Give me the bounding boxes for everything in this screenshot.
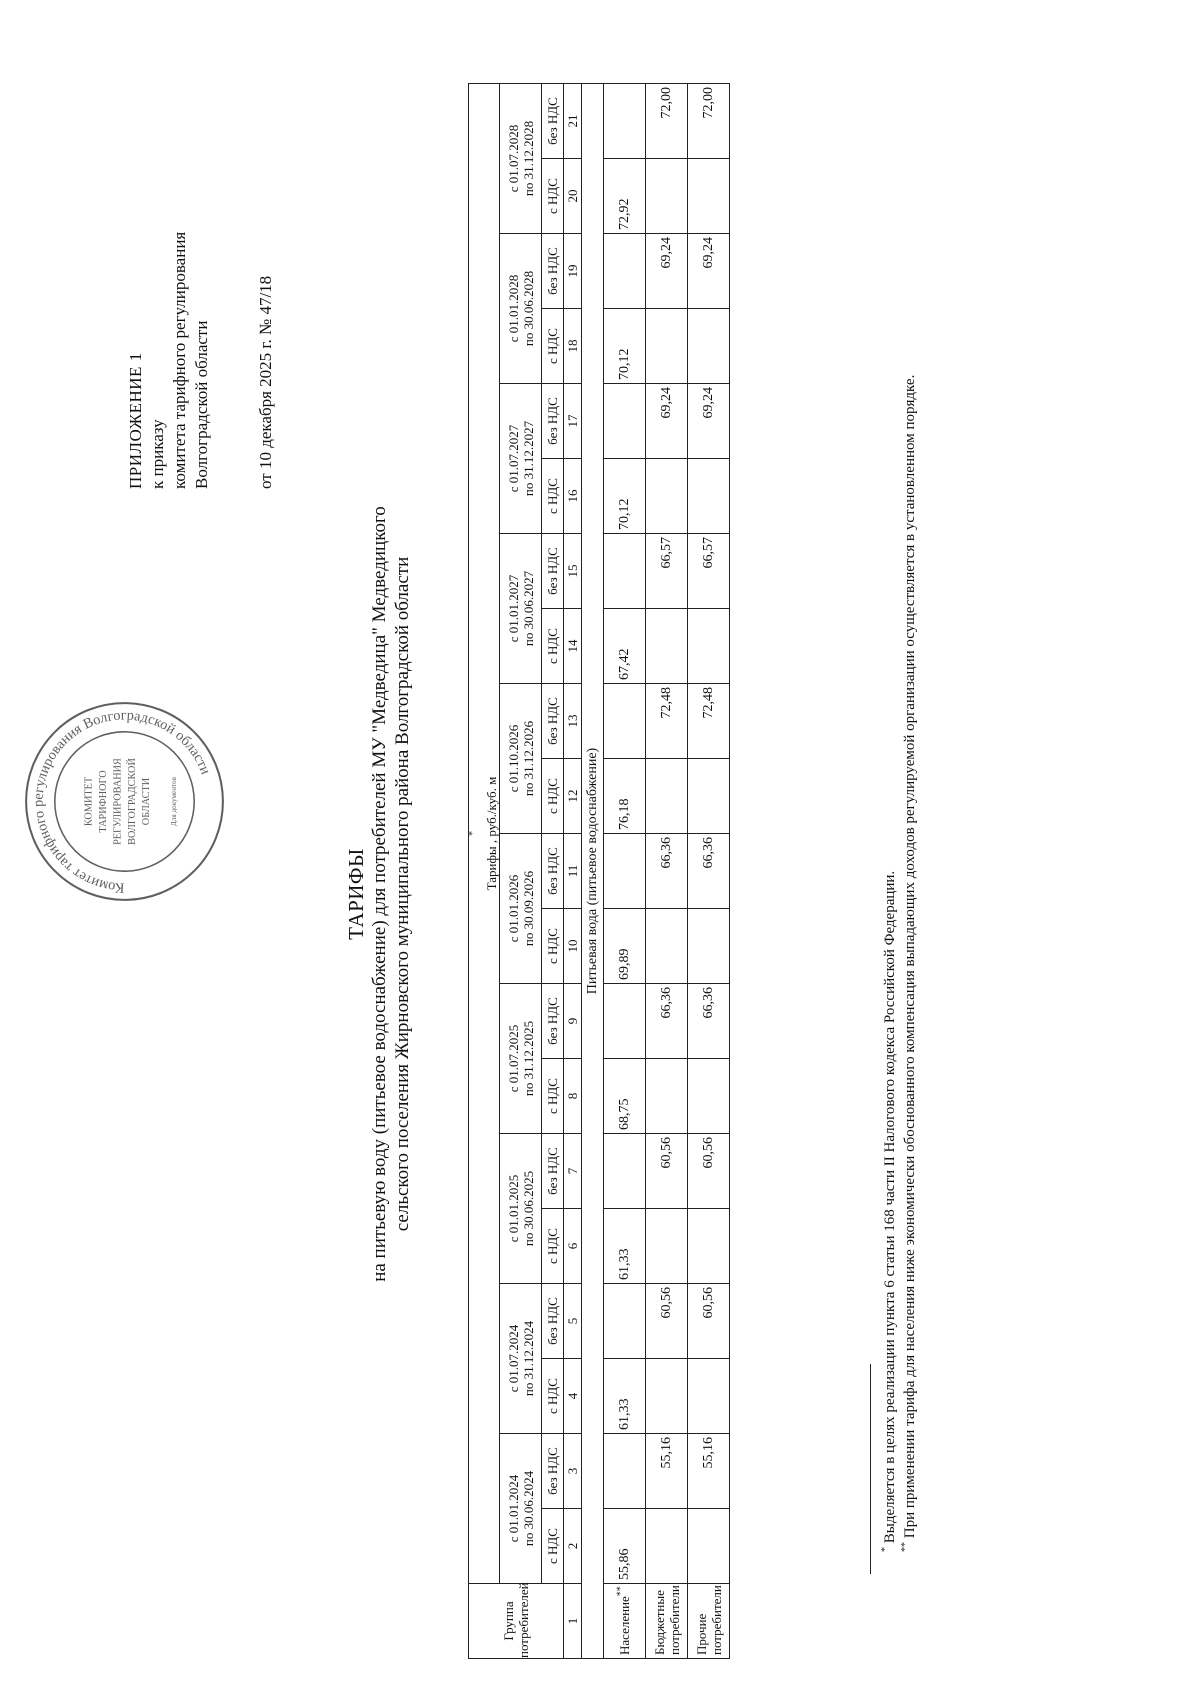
period-from: с 01.01.2027 [505, 574, 521, 643]
vat-excluded-header: без НДС [542, 834, 564, 909]
column-number: 8 [564, 1059, 582, 1134]
tariff-value [646, 309, 688, 384]
period-header [500, 684, 542, 834]
tariff-value [604, 534, 646, 609]
period-to: по 31.12.2027 [520, 420, 536, 497]
period-header [500, 1434, 542, 1584]
table-row [604, 84, 646, 1659]
period-from: с 01.07.2024 [505, 1324, 521, 1393]
period-header [500, 834, 542, 984]
footnote-mark: ** [900, 1542, 911, 1552]
footnote-1 [880, 124, 900, 1574]
period-from: с 01.01.2028 [505, 274, 521, 343]
column-number: 7 [564, 1134, 582, 1209]
tariff-value: 69,24 [646, 384, 688, 459]
period-from: с 01.10.2026 [505, 724, 521, 793]
vat-excluded-header: без НДС [542, 84, 564, 159]
period-from: с 01.01.2024 [505, 1474, 521, 1543]
tariff-value: 72,48 [688, 684, 730, 759]
vat-included-header: с НДС [542, 309, 564, 384]
stamp-small-text: Для документов [169, 776, 178, 827]
footnotes [880, 124, 920, 1574]
official-stamp [22, 699, 227, 904]
stamp-center-line: РЕГУЛИРОВАНИЯ [112, 758, 124, 845]
tariffs-header-label: Тарифы , руб./куб. м [484, 776, 499, 891]
tariffs-header [469, 84, 500, 1584]
vat-included-header: с НДС [542, 1359, 564, 1434]
vat-excluded-header: без НДС [542, 984, 564, 1059]
tariff-value [688, 759, 730, 834]
section-header: Питьевая вода (питьевое водоснабжение) [582, 84, 604, 1659]
tariff-value: 72,92 [604, 159, 646, 234]
tariff-value: 60,56 [688, 1134, 730, 1209]
period-to: по 31.12.2028 [520, 120, 536, 197]
tariff-value [646, 1059, 688, 1134]
stamp-center-line: ВОЛГОГРАДСКОЙ [126, 758, 138, 845]
tariff-value: 70,12 [604, 309, 646, 384]
period-to: по 30.09.2026 [520, 870, 536, 947]
tariff-value [646, 1209, 688, 1284]
period-header [500, 384, 542, 534]
vat-excluded-header: без НДС [542, 1284, 564, 1359]
vat-included-header: с НДС [542, 1059, 564, 1134]
period-header [500, 234, 542, 384]
tariff-value [646, 909, 688, 984]
vat-included-header: с НДС [542, 459, 564, 534]
tariff-value: 60,56 [646, 1134, 688, 1209]
footnote-2 [900, 124, 920, 1574]
title-line-2: сельского поселения Жирновского муниципального района Волгоградской области [392, 556, 413, 1232]
tariff-value: 66,36 [688, 834, 730, 909]
vat-excluded-header: без НДС [542, 684, 564, 759]
tariff-value: 61,33 [604, 1359, 646, 1434]
tariff-value: 72,48 [646, 684, 688, 759]
consumer-group [688, 1584, 730, 1659]
tariff-value [604, 1434, 646, 1509]
tariff-value [688, 909, 730, 984]
tariff-value [604, 1284, 646, 1359]
tariff-value: 66,57 [646, 534, 688, 609]
consumer-group-label: Население [617, 1596, 632, 1655]
tariff-value: 55,86 [604, 1509, 646, 1584]
tariff-value: 72,00 [646, 84, 688, 159]
vat-included-header: с НДС [542, 159, 564, 234]
table-row [688, 84, 730, 1659]
column-number: 4 [564, 1359, 582, 1434]
consumer-group [646, 1584, 688, 1659]
tariff-value [604, 984, 646, 1059]
title-main: ТАРИФЫ [344, 848, 368, 940]
tariff-value [688, 159, 730, 234]
column-number: 18 [564, 309, 582, 384]
tariff-value: 66,57 [688, 534, 730, 609]
column-number: 2 [564, 1509, 582, 1584]
vat-excluded-header: без НДС [542, 1434, 564, 1509]
tariff-value [604, 684, 646, 759]
period-from: с 01.01.2025 [505, 1174, 521, 1243]
period-to: по 31.12.2024 [520, 1320, 536, 1397]
tariffs-footnote-mark: * [467, 831, 479, 836]
title-line-1: на питьевую воду (питьевое водоснабжение) для потребителей МУ "Медведица" Медведицкого [369, 506, 390, 1282]
period-from: с 01.07.2025 [505, 1024, 521, 1093]
column-number: 11 [564, 834, 582, 909]
appendix-label: ПРИЛОЖЕНИЕ 1 [126, 352, 145, 489]
column-number: 6 [564, 1209, 582, 1284]
column-number: 12 [564, 759, 582, 834]
stamp-center-line: ОБЛАСТИ [141, 777, 153, 826]
order-reference: к приказу [148, 419, 167, 489]
period-header [500, 984, 542, 1134]
vat-included-header: с НДС [542, 909, 564, 984]
committee-name: комитета тарифного регулирования [170, 231, 189, 489]
vat-included-header: с НДС [542, 609, 564, 684]
period-to: по 31.12.2026 [520, 720, 536, 797]
tariff-value: 69,24 [646, 234, 688, 309]
tariff-value [646, 609, 688, 684]
footnote-mark: ** [615, 1586, 627, 1597]
period-to: по 30.06.2024 [520, 1470, 536, 1547]
consumer-group-label: Прочие потребители [693, 1585, 724, 1655]
column-number: 13 [564, 684, 582, 759]
tariff-value: 68,75 [604, 1059, 646, 1134]
vat-excluded-header: без НДС [542, 1134, 564, 1209]
vat-excluded-header: без НДС [542, 384, 564, 459]
tariff-value: 55,16 [646, 1434, 688, 1509]
appendix-header [125, 49, 277, 489]
tariff-value: 60,56 [688, 1284, 730, 1359]
period-header [500, 84, 542, 234]
period-header [500, 1284, 542, 1434]
period-from: с 01.01.2026 [505, 874, 521, 943]
group-header: Группа потребителей [469, 1584, 564, 1659]
tariff-value [604, 1134, 646, 1209]
tariff-value: 69,24 [688, 384, 730, 459]
period-header [500, 1134, 542, 1284]
period-from: с 01.07.2028 [505, 124, 521, 193]
tariff-value [646, 1509, 688, 1584]
column-number: 10 [564, 909, 582, 984]
tariff-value: 70,12 [604, 459, 646, 534]
document-title [345, 234, 414, 1554]
tariff-value [688, 1359, 730, 1434]
column-number: 9 [564, 984, 582, 1059]
period-to: по 30.06.2025 [520, 1170, 536, 1247]
column-number: 17 [564, 384, 582, 459]
vat-excluded-header: без НДС [542, 534, 564, 609]
period-to: по 30.06.2027 [520, 570, 536, 647]
consumer-group-label: Бюджетные потребители [651, 1585, 682, 1655]
vat-excluded-header: без НДС [542, 234, 564, 309]
footnote-mark: * [880, 1547, 891, 1552]
tariff-value [646, 759, 688, 834]
tariff-value [688, 1059, 730, 1134]
tariff-value [604, 384, 646, 459]
column-number: 19 [564, 234, 582, 309]
stamp-center-line: ТАРИФНОГО [98, 770, 110, 833]
table-row [646, 84, 688, 1659]
tariff-value: 76,18 [604, 759, 646, 834]
tariff-value [688, 609, 730, 684]
tariff-value [688, 309, 730, 384]
column-number: 1 [564, 1584, 582, 1659]
period-to: по 30.06.2028 [520, 270, 536, 347]
tariff-value: 67,42 [604, 609, 646, 684]
tariff-value [688, 1509, 730, 1584]
consumer-group [604, 1584, 646, 1659]
order-date: от 10 декабря 2025 г. № 47/18 [256, 275, 275, 489]
tariff-value [688, 459, 730, 534]
tariff-value [604, 834, 646, 909]
tariff-value: 69,89 [604, 909, 646, 984]
tariff-value [646, 1359, 688, 1434]
tariff-value: 55,16 [688, 1434, 730, 1509]
tariff-value: 69,24 [688, 234, 730, 309]
vat-included-header: с НДС [542, 1509, 564, 1584]
tariff-value: 60,56 [646, 1284, 688, 1359]
tariff-value: 66,36 [646, 834, 688, 909]
column-number: 14 [564, 609, 582, 684]
period-from: с 01.07.2027 [505, 424, 521, 493]
stamp-center-line: КОМИТЕТ [83, 776, 95, 827]
column-number: 5 [564, 1284, 582, 1359]
vat-included-header: с НДС [542, 759, 564, 834]
tariff-table [468, 83, 730, 1659]
tariff-value [604, 234, 646, 309]
tariff-value [646, 459, 688, 534]
period-header [500, 534, 542, 684]
tariff-value: 66,36 [688, 984, 730, 1059]
period-to: по 31.12.2025 [520, 1020, 536, 1097]
tariff-value [646, 159, 688, 234]
tariff-value: 61,33 [604, 1209, 646, 1284]
region-name: Волгоградской области [192, 320, 211, 489]
column-number: 21 [564, 84, 582, 159]
footnote-text: При применении тарифа для населения ниже экономически обоснованного компенсация выпадающих доходов регулируемой организации осуществляется в установленном порядке. [902, 374, 918, 1539]
column-number: 15 [564, 534, 582, 609]
tariff-value [604, 84, 646, 159]
stamp-ring-text: Комитет тарифного регулирования Волгоградской области [30, 707, 214, 896]
tariff-value: 72,00 [688, 84, 730, 159]
column-number: 3 [564, 1434, 582, 1509]
vat-included-header: с НДС [542, 1209, 564, 1284]
column-number: 16 [564, 459, 582, 534]
footnote-text: Выделяется в целях реализации пункта 6 статьи 168 части II Налогового кодекса Российской Федерации. [882, 870, 898, 1544]
column-number: 20 [564, 159, 582, 234]
tariff-value: 66,36 [646, 984, 688, 1059]
footnote-divider [870, 1364, 871, 1574]
tariff-value [688, 1209, 730, 1284]
